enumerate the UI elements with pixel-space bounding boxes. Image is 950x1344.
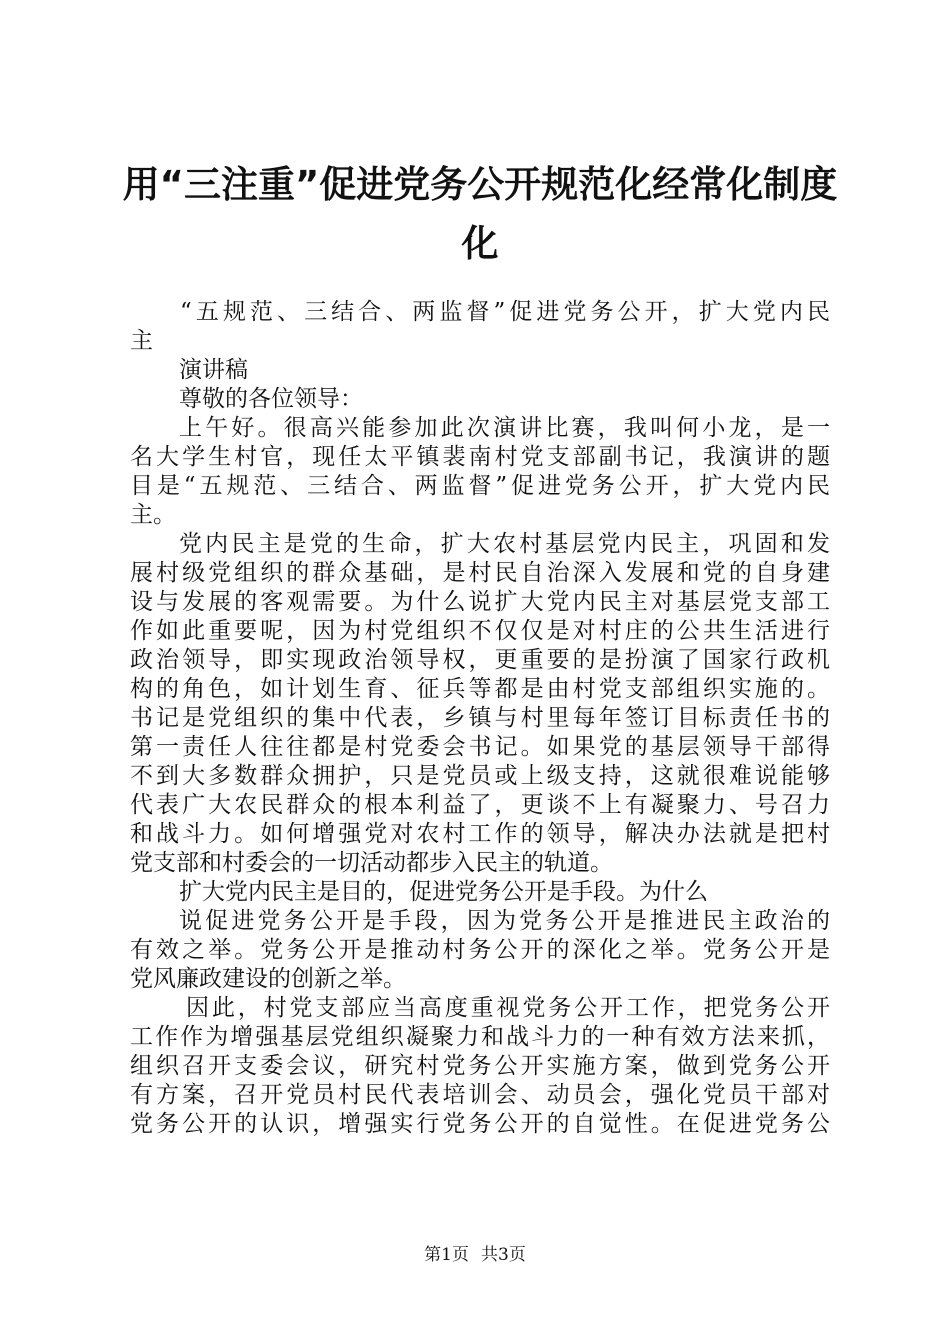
page-number: 第1页 — [424, 1245, 469, 1265]
body-line: 工作作为增强基层党组织凝聚力和战斗力的一种有效方法来抓， — [130, 1024, 830, 1050]
document-body — [130, 298, 830, 1139]
body-line: 说促进党务公开是手段，因为党务公开是推进民主政治的 — [179, 908, 830, 934]
body-line: 代表广大农民群众的根本利益了，更谈不上有凝聚力、号召力 — [130, 792, 830, 818]
body-line: 党风廉政建设的创新之举。 — [130, 966, 406, 992]
body-line: 有效之举。党务公开是推动村务公开的深化之举。党务公开是 — [130, 937, 830, 963]
body-line: 党支部和村委会的一切活动都步入民主的轨道。 — [130, 850, 613, 876]
body-line: “五规范、三结合、两监督”促进党务公开，扩大党内民 — [180, 299, 830, 325]
page-total: 共3页 — [481, 1245, 526, 1265]
body-line: 扩大党内民主是目的，促进党务公开是手段。为什么 — [179, 879, 708, 905]
document-title-line-1: 用“三注重”促进党务公开规范化经常化制度 — [122, 163, 838, 206]
body-line: 构的角色，如计划生育、征兵等都是由村党支部组织实施的。 — [130, 676, 830, 702]
body-line: 主。 — [130, 502, 176, 528]
body-line: 第一责任人往往都是村党委会书记。如果党的基层领导干部得 — [130, 734, 830, 760]
body-line: 书记是党组织的集中代表，乡镇与村里每年签订目标责任书的 — [130, 705, 830, 731]
body-line: 尊敬的各位领导： — [179, 386, 363, 412]
body-line: 主 — [130, 328, 153, 354]
body-line: 目是“五规范、三结合、两监督”促进党务公开，扩大党内民 — [130, 473, 830, 499]
body-line: 作如此重要呢，因为村党组织不仅仅是对村庄的公共生活进行 — [130, 618, 830, 644]
page-footer — [0, 1245, 950, 1265]
body-line: 设与发展的客观需要。为什么说扩大党内民主对基层党支部工 — [130, 589, 830, 615]
body-line: 组织召开支委会议，研究村党务公开实施方案，做到党务公开 — [130, 1053, 830, 1079]
document-title-line-2: 化 — [461, 222, 499, 265]
body-line: 和战斗力。如何增强党对农村工作的领导，解决办法就是把村 — [130, 821, 830, 847]
body-line: 党务公开的认识，增强实行党务公开的自觉性。在促进党务公 — [130, 1111, 830, 1137]
body-line: 因此，村党支部应当高度重视党务公开工作，把党务公开 — [186, 995, 830, 1021]
body-line: 政治领导，即实现政治领导权，更重要的是扮演了国家行政机 — [130, 647, 830, 673]
body-line: 名大学生村官，现任太平镇裴南村党支部副书记，我演讲的题 — [130, 444, 830, 470]
body-line: 上午好。很高兴能参加此次演讲比赛，我叫何小龙，是一 — [179, 415, 830, 441]
body-line: 党内民主是党的生命，扩大农村基层党内民主，巩固和发 — [179, 531, 830, 557]
body-line: 有方案，召开党员村民代表培训会、动员会，强化党员干部对 — [130, 1082, 830, 1108]
body-line: 不到大多数群众拥护，只是党员或上级支持，这就很难说能够 — [130, 763, 830, 789]
body-line: 演讲稿 — [179, 357, 248, 383]
body-line: 展村级党组织的群众基础，是村民自治深入发展和党的自身建 — [130, 560, 830, 586]
